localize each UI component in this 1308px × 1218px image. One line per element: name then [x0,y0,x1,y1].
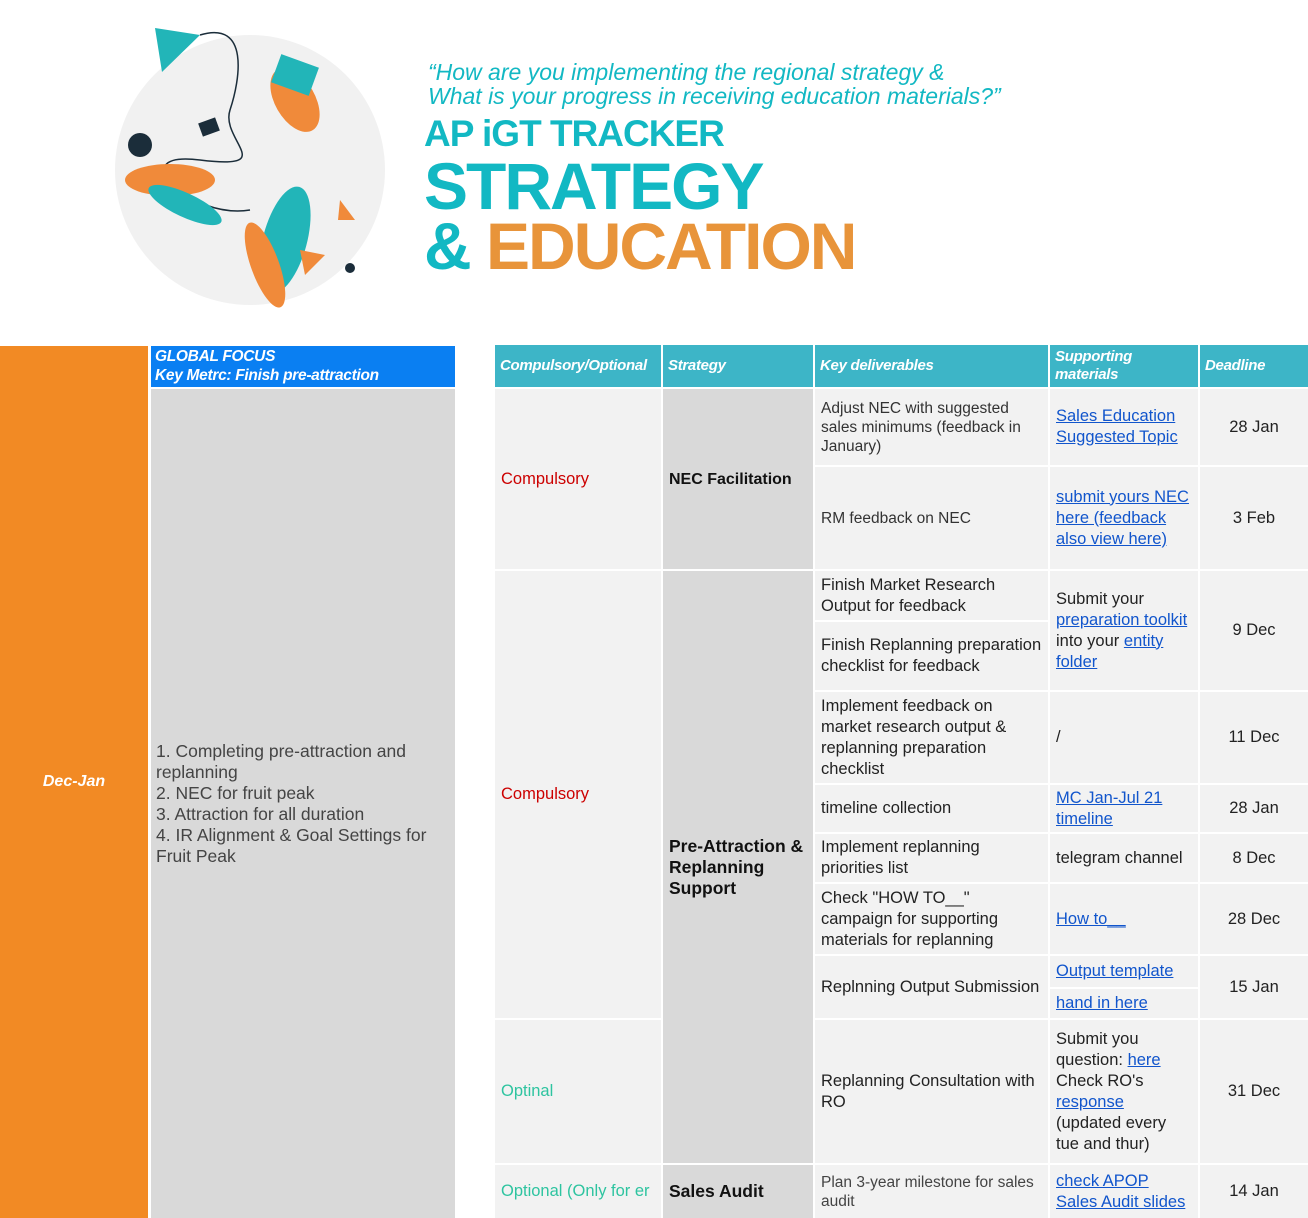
period-label: Dec-Jan [42,773,106,790]
deliverable-cell: Finish Replanning preparation checklist for feedback [815,622,1048,690]
hand-in-link[interactable]: hand in here [1056,994,1148,1012]
deadline-cell: 28 Dec [1200,884,1308,954]
header-deadline: Deadline [1200,345,1308,387]
focus-item: 1. Completing pre-attraction and replanning [156,740,406,782]
support-cell: telegram channel [1050,834,1198,882]
deadline-cell: 15 Jan [1200,956,1308,1018]
deliverable-cell: Replanning Consultation with RO [815,1020,1048,1163]
strategy-cell: Pre-Attraction & Replanning Support [663,571,813,1163]
header-supporting: Supporting materials [1050,345,1198,387]
type-cell: Optinal [495,1020,661,1163]
deliverable-cell: RM feedback on NEC [815,467,1048,569]
support-text: into your [1056,631,1120,650]
focus-list [151,389,455,1218]
focus-title: GLOBAL FOCUS [155,348,276,365]
support-cell [1050,389,1198,465]
support-text: Check RO's [1056,1071,1144,1090]
focus-metric: Key Metrc: Finish pre-attraction [155,367,379,384]
deliverable-cell: Implement feedback on market research output & replanning preparation checklist [815,692,1048,783]
tracker-title: AP iGT TRACKER [424,113,724,154]
people-illustration [100,20,400,330]
support-cell [1050,989,1198,1018]
preparation-toolkit-link[interactable]: preparation toolkit [1056,610,1188,629]
quote-line-1: “How are you implementing the regional strategy & [428,59,945,85]
apop-sales-audit-link[interactable]: check APOP Sales Audit slides [1056,1171,1186,1211]
deadline-cell: 28 Jan [1200,389,1308,465]
response-link[interactable]: response [1056,1092,1124,1111]
education-title [424,208,855,284]
timeline-link[interactable]: MC Jan-Jul 21 timeline [1056,788,1163,828]
support-text: Submit you question: [1056,1029,1139,1069]
deadline-cell: 31 Dec [1200,1020,1308,1163]
focus-item: 2. NEC for fruit peak [156,782,315,803]
support-cell: / [1050,692,1198,783]
header-deliverables: Key deliverables [815,345,1048,387]
deliverable-cell: Finish Market Research Output for feedback [815,571,1048,620]
sales-education-link[interactable]: Sales Education Suggested Topic [1056,407,1178,446]
deadline-cell: 28 Jan [1200,785,1308,832]
output-template-link[interactable]: Output template [1056,962,1174,980]
strategy-cell: NEC Facilitation [663,389,813,569]
entity-folder-link[interactable]: entity folder [1056,631,1164,671]
deliverable-cell: Adjust NEC with suggested sales minimums (feedback in January) [815,389,1048,465]
support-cell [1050,884,1198,954]
strategy-cell: Sales Audit [663,1165,813,1218]
deadline-cell: 9 Dec [1200,571,1308,690]
support-text: Submit your [1056,589,1145,608]
support-cell [1050,571,1198,690]
support-cell [1050,785,1198,832]
support-cell [1050,1165,1198,1218]
type-cell: Compulsory [495,389,661,569]
question-here-link[interactable]: here [1127,1050,1161,1069]
submit-nec-link[interactable]: submit yours NEC here (feedback also view here) [1056,487,1189,548]
strategy-title: STRATEGY [424,149,763,223]
deliverable-cell: timeline collection [815,785,1048,832]
header-quote [428,60,1001,108]
support-cell [1050,1020,1198,1163]
type-cell: Compulsory [495,571,661,1018]
deliverable-cell: Plan 3-year milestone for sales audit [815,1165,1048,1218]
ampersand: & [424,209,470,283]
header-compulsory: Compulsory/Optional [495,345,661,387]
type-cell: Optional (Only for er [495,1165,661,1218]
support-text: (updated every tue and thur) [1056,1113,1167,1153]
deliverable-cell: Implement replanning priorities list [815,834,1048,882]
deliverable-cell: Check "HOW TO__" campaign for supporting materials for replanning [815,884,1048,954]
focus-item: 3. Attraction for all duration [156,803,365,824]
deadline-cell: 14 Jan [1200,1165,1308,1218]
deadline-cell: 11 Dec [1200,692,1308,783]
education-word: EDUCATION [486,209,856,283]
how-to-link[interactable]: How to__ [1056,909,1126,928]
support-cell [1050,467,1198,569]
focus-item: 4. IR Alignment & Goal Settings for Fruit Peak [156,824,427,866]
header-strategy: Strategy [663,345,813,387]
support-cell [1050,956,1198,987]
period-cell [0,346,148,1218]
quote-line-2: What is your progress in receiving education materials?” [428,83,1001,109]
global-focus-header [151,346,455,387]
deadline-cell: 3 Feb [1200,467,1308,569]
deliverable-cell: Replnning Output Submission [815,956,1048,1018]
deadline-cell: 8 Dec [1200,834,1308,882]
